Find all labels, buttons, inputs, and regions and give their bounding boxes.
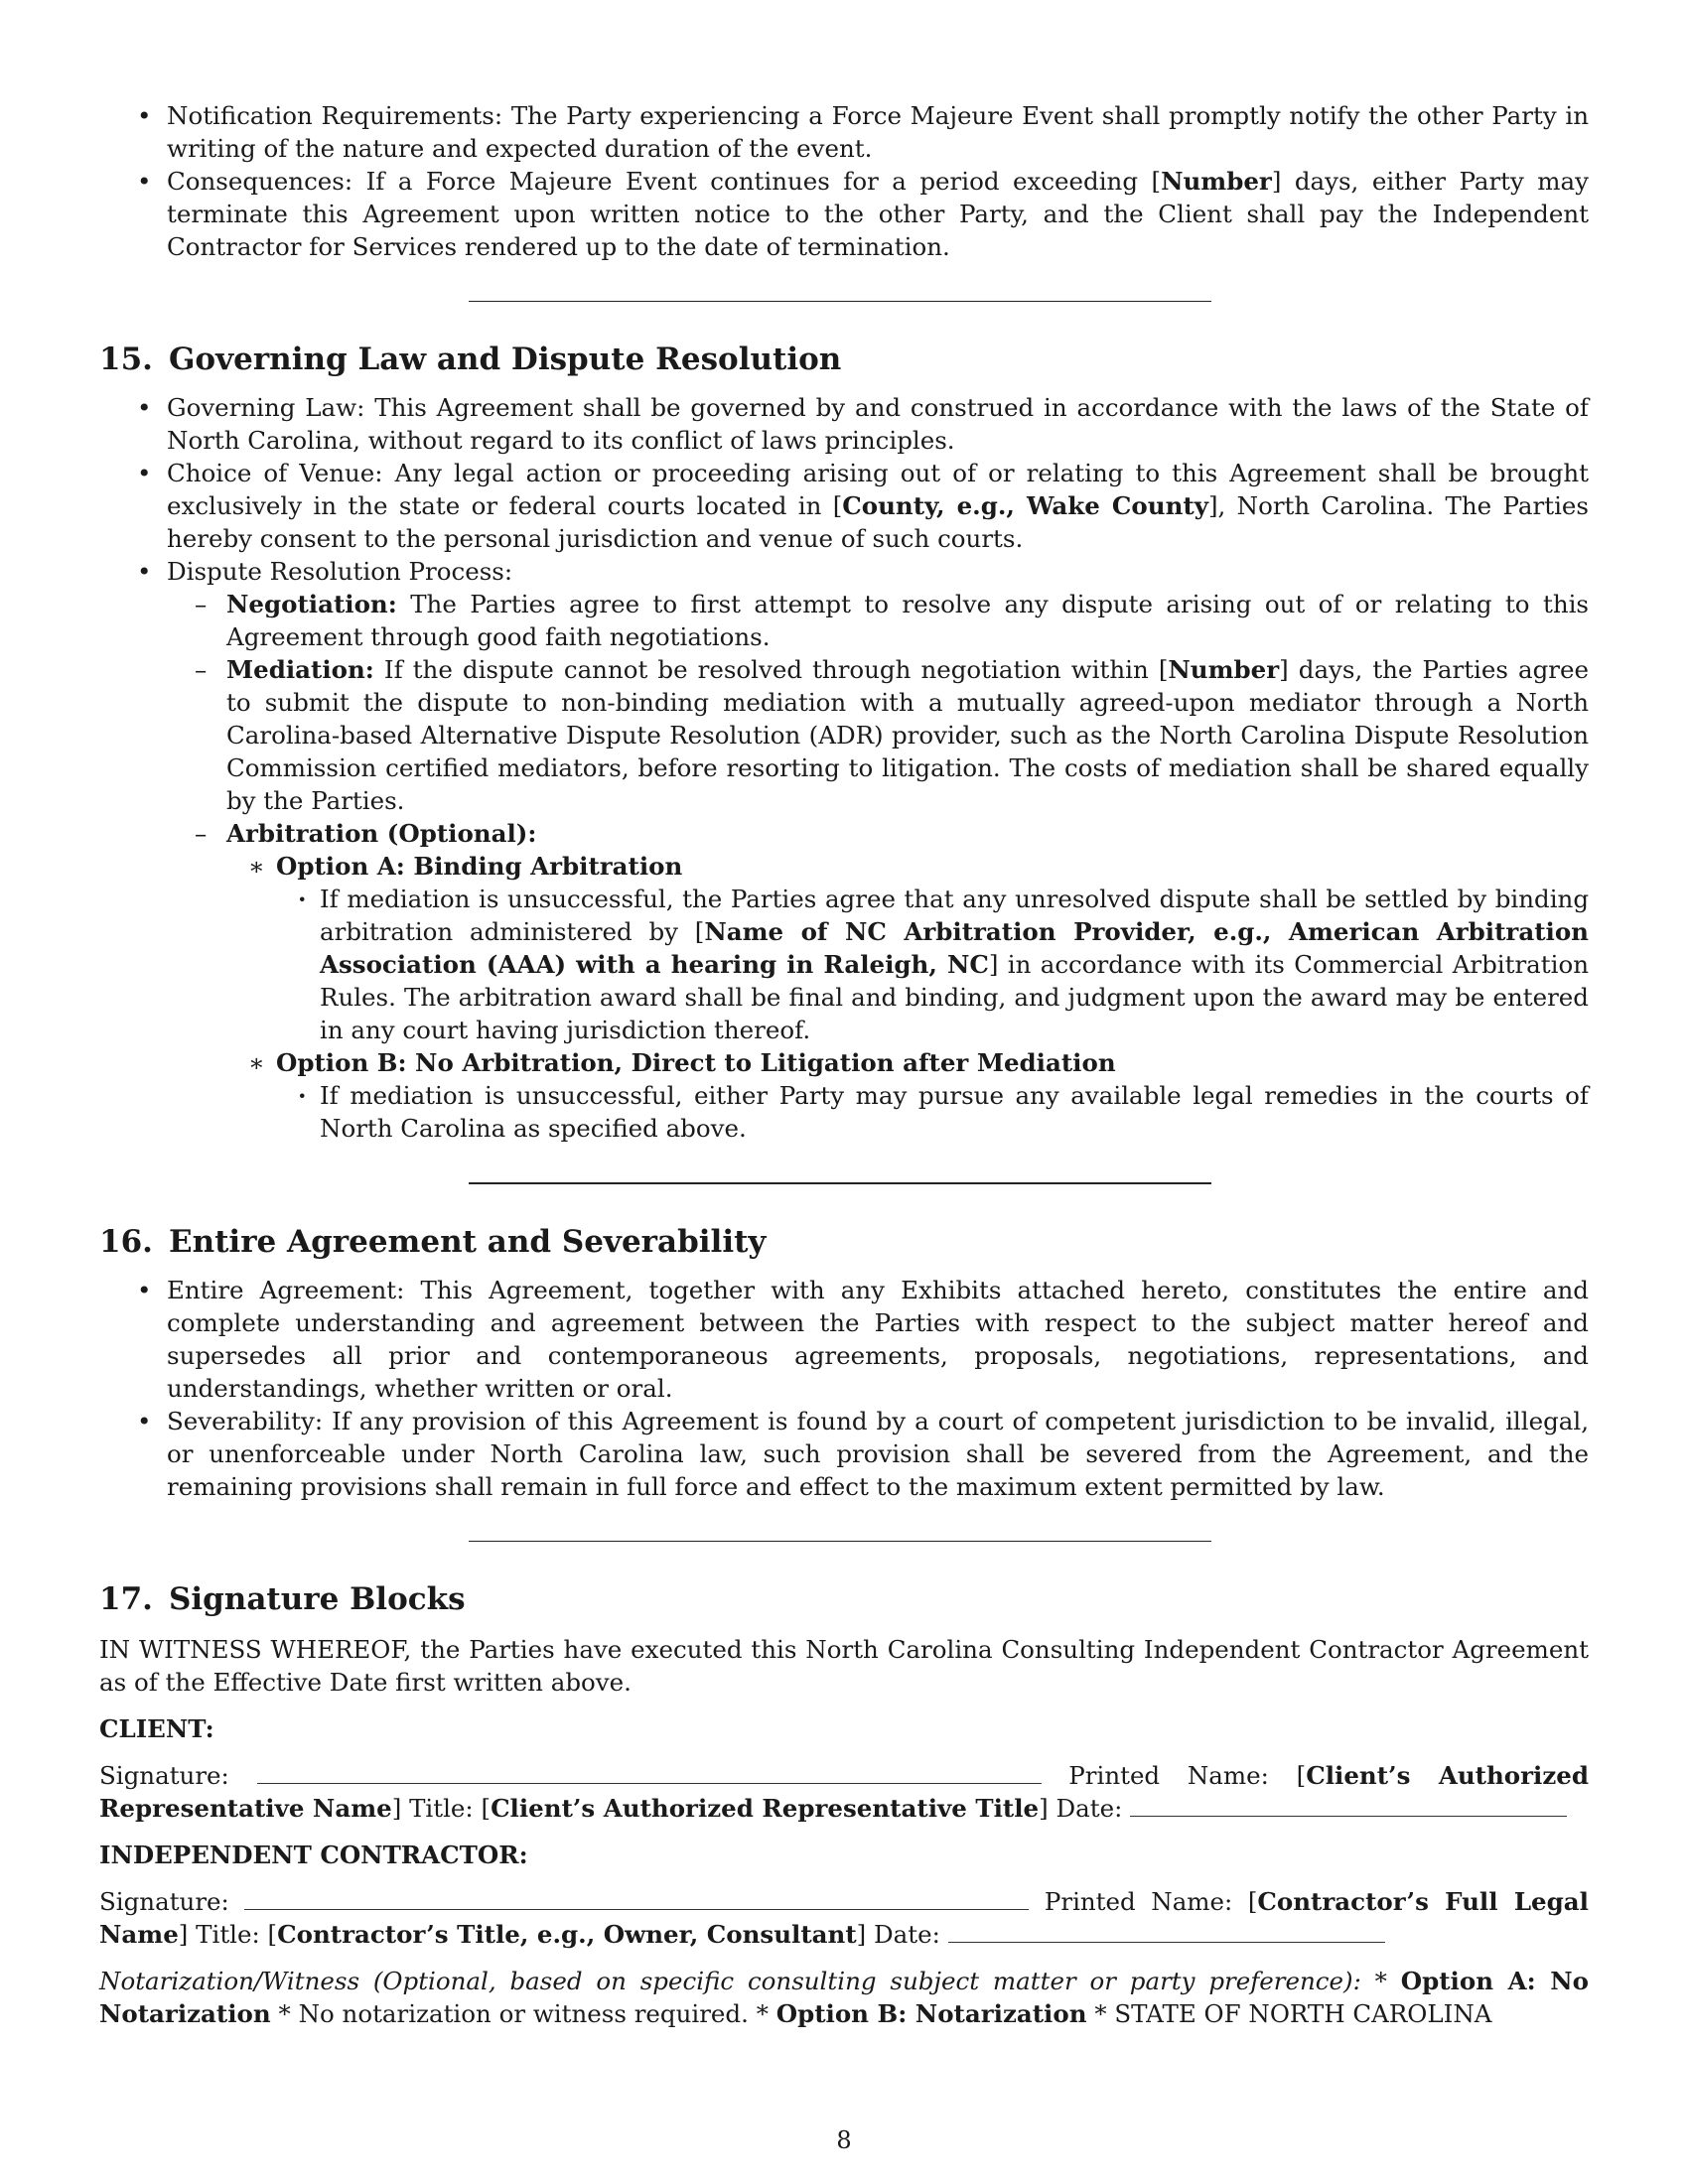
date-label: Date: bbox=[874, 1920, 940, 1949]
list-item bbox=[226, 1046, 1589, 1145]
title-label: Title: bbox=[409, 1794, 474, 1823]
section-divider bbox=[469, 301, 1211, 302]
placeholder-provider: Name of NC Arbitration Provider, e.g., American Arbitration Association (AAA) with a hearing in Raleigh, NC bbox=[320, 917, 1589, 979]
title-label: Title: bbox=[196, 1920, 260, 1949]
section-number: 15. bbox=[99, 341, 153, 377]
contractor-signature-line[interactable] bbox=[244, 1885, 1029, 1910]
item-text: If a Force Majeure Event continues for a period exceeding [ bbox=[365, 167, 1162, 196]
arbitration-options bbox=[226, 850, 1589, 1145]
asterisk: * bbox=[278, 1999, 291, 2028]
notary-option-b: Option B: Notarization bbox=[775, 1999, 1087, 2028]
contractor-heading: INDEPENDENT CONTRACTOR: bbox=[99, 1841, 528, 1869]
option-b-details bbox=[276, 1079, 1589, 1145]
item-text: ] in accordance with its Commercial Arbitration Rules. The arbitration award shall be final and binding, and judgment upon the award may be entered in any court having jurisdiction thereof. bbox=[320, 950, 1589, 1044]
item-text: This Agreement shall be governed by and construed in accordance with the laws of the State of North Carolina, without regard to its conflict of laws principles. bbox=[167, 393, 1589, 455]
client-printed-name: Client’s Authorized Representative Name bbox=[99, 1761, 1589, 1823]
item-text: The Party experiencing a Force Majeure Event shall promptly notify the other Party in writing of the nature and expected duration of the event. bbox=[167, 101, 1590, 163]
item-text: The Parties agree to first attempt to resolve any dispute arising out of or relating to this Agreement through good faith negotiations. bbox=[226, 590, 1590, 651]
item-text: Any legal action or proceeding arising out of or relating to this Agreement shall be brought exclusively in the state or federal courts located in [ bbox=[167, 459, 1589, 520]
document-page bbox=[99, 99, 1589, 2030]
list-item bbox=[99, 457, 1589, 555]
notary-option-b-text: STATE OF NORTH CAROLINA bbox=[1114, 1999, 1492, 2028]
item-text: ] days, either Party may terminate this Agreement upon written notice to the other Party, and the Client shall pay the Independent Contractor for Services rendered up to the date of termination. bbox=[167, 167, 1589, 261]
section-heading bbox=[99, 340, 1589, 379]
client-signature-block: Signature: Printed Name: [Client’s Authorized Representative Name] Title: [Client’s Authorized Representative Title] Date: bbox=[99, 1761, 1589, 1823]
asterisk: * bbox=[756, 1999, 769, 2028]
section-number: 16. bbox=[99, 1224, 153, 1260]
section-title: Entire Agreement and Severability bbox=[168, 1224, 767, 1260]
notarization-paragraph bbox=[99, 1965, 1589, 2030]
list-item bbox=[99, 555, 1589, 1145]
section-title: Governing Law and Dispute Resolution bbox=[168, 341, 842, 377]
list-item bbox=[167, 653, 1589, 817]
client-heading: CLIENT: bbox=[99, 1714, 214, 1743]
client-title: Client’s Authorized Representative Title bbox=[491, 1794, 1040, 1823]
section-15-list bbox=[99, 391, 1589, 1145]
contractor-signature-block: Signature: Printed Name: [Contractor’s Full Legal Name] Title: [Contractor’s Title, e.g., Owner, Consultant] Date: bbox=[99, 1887, 1589, 1949]
page-number: 8 bbox=[836, 2126, 852, 2154]
list-item bbox=[276, 883, 1589, 1046]
list-item bbox=[226, 850, 1589, 1046]
dispute-process-list bbox=[167, 588, 1589, 1145]
list-item bbox=[99, 1274, 1589, 1405]
asterisk: * bbox=[1374, 1967, 1387, 1995]
section-number: 17. bbox=[99, 1581, 153, 1617]
placeholder-number: Number bbox=[1168, 655, 1280, 684]
item-text: If mediation is unsuccessful, the Parties agree that any unresolved dispute shall be settled by binding arbitration administered by [ bbox=[320, 885, 1589, 946]
list-item bbox=[99, 99, 1589, 165]
list-item bbox=[167, 817, 1589, 1145]
option-label: Option B: No Arbitration, Direct to Litigation after Mediation bbox=[276, 1048, 1116, 1077]
section-heading bbox=[99, 1222, 1589, 1262]
item-text: ], North Carolina. The Parties hereby consent to the personal jurisdiction and venue of such courts. bbox=[167, 491, 1589, 553]
item-label: Severability: bbox=[167, 1407, 324, 1435]
printed-name-label: Printed Name: bbox=[1044, 1887, 1233, 1916]
section-divider bbox=[469, 1541, 1211, 1542]
item-text: ] days, the Parties agree to submit the dispute to non-binding mediation with a mutually agreed-upon mediator through a North Carolina-based Alternative Dispute Resolution (ADR) provider, such as the North Carolina Dispute Resolution Commission certified mediators, before resorting to litigation. The costs of mediation shall be shared equally by the Parties. bbox=[226, 655, 1590, 815]
item-label: Dispute Resolution Process: bbox=[167, 557, 513, 586]
client-signature-line[interactable] bbox=[257, 1759, 1042, 1784]
item-text: This Agreement, together with any Exhibits attached hereto, constitutes the entire and complete understanding and agreement between the Parties with respect to the subject matter hereof and supersedes all prior and contemporaneous agreements, proposals, negotiations, representations, and understandings, whether written or oral. bbox=[167, 1276, 1589, 1403]
asterisk: * bbox=[1094, 1999, 1107, 2028]
item-label: Choice of Venue: bbox=[167, 459, 383, 487]
printed-name-label: Printed Name: bbox=[1068, 1761, 1269, 1790]
item-label: Notification Requirements: bbox=[167, 101, 503, 130]
force-majeure-list bbox=[99, 99, 1589, 263]
item-label: Consequences: bbox=[167, 167, 353, 196]
notary-option-a-text: No notarization or witness required. bbox=[298, 1999, 749, 2028]
item-label: Mediation: bbox=[226, 655, 374, 684]
notarization-note: Notarization/Witness (Optional, based on specific consulting subject matter or party preference): bbox=[99, 1967, 1361, 1995]
list-item bbox=[167, 588, 1589, 653]
section-heading bbox=[99, 1579, 1589, 1619]
signature-label: Signature: bbox=[99, 1887, 229, 1916]
notary-option-a: Option A: No Notarization bbox=[99, 1967, 1589, 2028]
section-title: Signature Blocks bbox=[168, 1581, 466, 1617]
placeholder-county: County, e.g., Wake County bbox=[842, 491, 1208, 520]
list-item bbox=[99, 165, 1589, 263]
item-label: Entire Agreement: bbox=[167, 1276, 405, 1304]
date-label: Date: bbox=[1055, 1794, 1123, 1823]
signature-label: Signature: bbox=[99, 1761, 229, 1790]
contractor-printed-name: Contractor’s Full Legal Name bbox=[99, 1887, 1589, 1949]
item-text: If any provision of this Agreement is found by a court of competent jurisdiction to be invalid, illegal, or unenforceable under North Carolina law, such provision shall be severed from the Agreement, and the remaining provisions shall remain in full force and effect to the maximum extent permitted by law. bbox=[167, 1407, 1589, 1501]
item-label: Arbitration (Optional): bbox=[226, 819, 537, 848]
section-divider bbox=[469, 1182, 1211, 1184]
client-date-line[interactable] bbox=[1130, 1792, 1567, 1817]
section-16-list bbox=[99, 1274, 1589, 1503]
list-item bbox=[99, 1405, 1589, 1503]
contractor-date-line[interactable] bbox=[948, 1918, 1385, 1943]
item-label: Negotiation: bbox=[226, 590, 397, 618]
option-label: Option A: Binding Arbitration bbox=[276, 852, 683, 881]
option-a-details bbox=[276, 883, 1589, 1046]
contractor-title: Contractor’s Title, e.g., Owner, Consultant bbox=[277, 1920, 857, 1949]
item-text: If the dispute cannot be resolved through negotiation within [ bbox=[383, 655, 1169, 684]
list-item bbox=[99, 391, 1589, 457]
item-label: Governing Law: bbox=[167, 393, 365, 422]
placeholder-number: Number bbox=[1161, 167, 1272, 196]
list-item bbox=[276, 1079, 1589, 1145]
item-text: If mediation is unsuccessful, either Party may pursue any available legal remedies in the courts of North Carolina as specified above. bbox=[320, 1081, 1589, 1143]
witness-paragraph: IN WITNESS WHEREOF, the Parties have executed this North Carolina Consulting Independent Contractor Agreement as of the Effective Date first written above. bbox=[99, 1635, 1589, 1697]
